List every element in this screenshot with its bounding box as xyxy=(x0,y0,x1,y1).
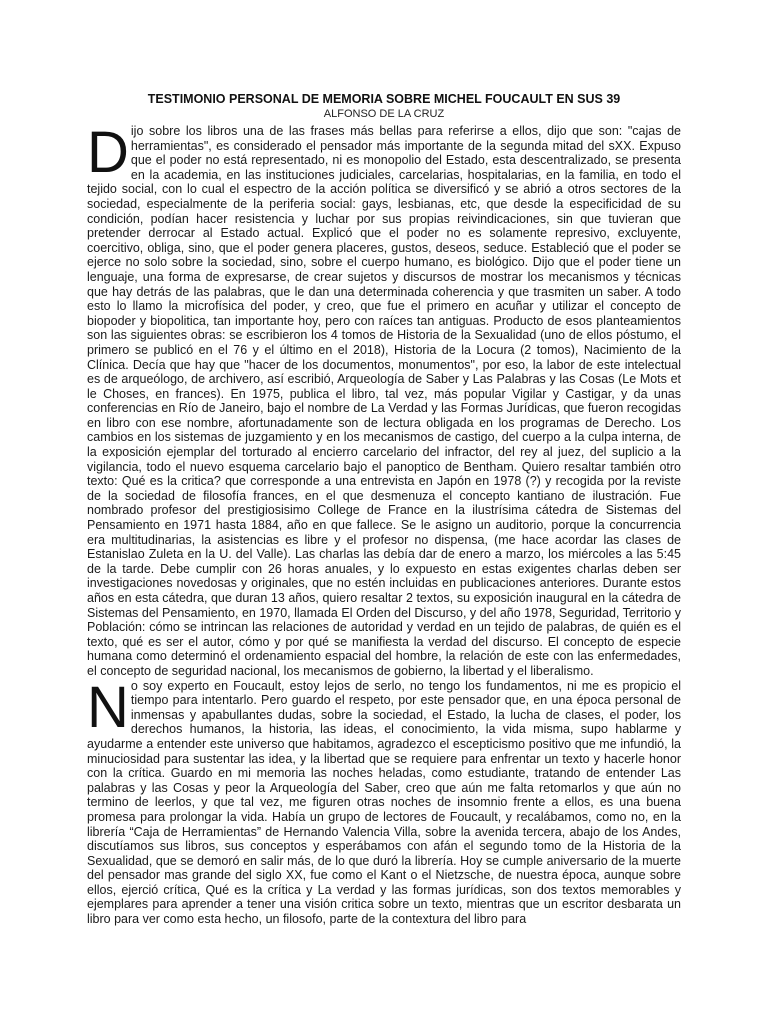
paragraph-2-text: o soy experto en Foucault, estoy lejos de serlo, no tengo los fundamentos, ni me es propicio el tiempo para intentarlo. Pero guardo el respeto, por este pensador que, en una época personal de inmensas y apabullantes dudas, sobre la sociedad, el Estado, la lucha de clases, el poder, los derechos humanos, la historia, las ideas, el conocimiento, la vida misma, supo hablarme y ayudarme a entender este universo que habitamos, agradezco el escepticismo positivo que me infundió, la minuciosidad para sustentar las idea, y la libertad que se requiere para enfrentar un texto y hacerle honor con la crítica. Guardo en mi memoria las noches heladas, como estudiante, tratando de entender Las palabras y las Cosas y peor la Arqueología del Saber, creo que aún me falta retomarlos y que aún no termino de leerlos, y que tal vez, me figuren otras noches de insomnio frente a ellos, es una buena promesa para prolongar la vida. Había un grupo de lectores de Foucault, y recalábamos, como no, en la librería “Caja de Herramientas” de Hernando Valencia Villa, sobre la avenida tercera, abajo de los Andes, discutíamos sus libros, sus conceptos y esperábamos con afán el segundo tomo de la Historia de la Sexualidad, que se demoró en salir más, de lo que duró la librería. Hoy se cumple aniversario de la muerte del pensador mas grande del siglo XX, fue como el Kant o el Nietzsche, de nuestra época, aunque sobre ellos, ejerció crítica, Qué es la crítica y La verdad y las formas jurídicas, son dos textos memorables y ejemplares para aprender a tener una visión critica sobre un texto, mientras que un escritor desbarata un libro para ver como esta hecho, un filosofo, parte de la contextura del libro para xyxy=(87,678,681,927)
dropcap-1: D xyxy=(87,120,129,185)
paragraph-2 xyxy=(87,674,681,927)
document-author: ALFONSO DE LA CRUZ xyxy=(323,108,445,120)
document-title: TESTIMONIO PERSONAL DE MEMORIA SOBRE MICHEL FOUCAULT EN SUS 39 xyxy=(147,92,621,106)
document-body xyxy=(87,120,681,927)
dropcap-2: N xyxy=(87,674,129,740)
paragraph-1 xyxy=(87,120,681,679)
paragraph-1-text: ijo sobre los libros una de las frases más bellas para referirse a ellos, dijo que son: "cajas de herramientas", es considerado el pensador más importante de la segunda mitad del sXX. Expuso que el poder no está representado, ni es monopolio del Estado, esta descentralizado, se presenta en la academia, en las instituciones judiciales, carcelarias, hospitalarias, en la familia, en todo el tejido social, con lo cual el espectro de la acción política se diversificó y se abrió a otros sectores de la sociedad, especialmente de la periferia social: gays, lesbianas, etc, que desde la especificidad de su condición, podían hacer resistencia y luchar por sus propias reivindicaciones, sin que tuvieran que pretender derrocar al Estado actual. Explicó que el poder no es solamente represivo, excluyente, coercitivo, obliga, sino, que el poder genera placeres, gustos, deseos, seduce. Estableció que el poder se ejerce no solo sobre la sociedad, sino, sobre el cuerpo humano, es biológico. Dijo que el poder tiene un lenguaje, una forma de expresarse, de crear sujetos y discursos de mostrar los mecanismos y técnicas que hay detrás de las palabras, que le dan una determinada coherencia y que trasmiten un saber. A todo esto lo llamo la microfísica del poder, y creo, que fue el primero en acuñar y utilizar el concepto de biopoder y biopolitica, tan importante hoy, pero con raíces tan antiguas. Producto de esos planteamientos son las siguientes obras: se escribieron los 4 tomos de Historia de la Sexualidad (uno de ellos póstumo, el primero se publicó en el 76 y el último en el 2018), Historia de la Locura (2 tomos), Nacimiento de la Clínica. Decía que hay que "hacer de los documentos, monumentos", por eso, la labor de este intelectual es de arqueólogo, de archivero, así escribió, Arqueología de Saber y Las Palabras y las Cosas (Le Mots et le Choses, en frances). En 1975, publica el libro, tal vez, más popular Vigilar y Castigar, y da unas conferencias en Río de Janeiro, bajo el nombre de La Verdad y las Formas Jurídicas, que fueron recogidas en libro con ese nombre, afortunadamente son de lectura obligada en los programas de Derecho. Los cambios en los sistemas de juzgamiento y en los mecanismos de castigo, del cuerpo a la culpa interna, de la exposición ejemplar del torturado al encierro carcelario del infractor, del rey al juez, del suplicio a la vigilancia, todo el nuevo esquema carcelario bajo el panoptico de Bentham. Quiero resaltar también otro texto: Qué es la critica? que corresponde a una entrevista en Japón en 1978 (?) y recogida por la reviste de la sociedad de filosofía frances, en el que desmenuza el concepto kantiano de ilustración. Fue nombrado profesor del prestigiosisimo College de France en la ilustrísima cátedra de Sistemas del Pensamiento en 1971 hasta 1884, año en que fallece. Se le asigno un auditorio, porque la concurrencia era multitudinarias, la asistencias es libre y el profesor no dispensa, (me hace acordar las clases de Estanislao Zuleta en la U. del Valle). Las charlas las debía dar de enero a marzo, los miércoles a las 5:45 de la tarde. Debe cumplir con 26 horas anuales, y lo expuesto en estas exigentes charlas deben ser investigaciones novedosas y originales, que no estén incluidas en publicaciones anteriores. Durante estos años en esta cátedra, que duran 13 años, quiero resaltar 2 textos, su exposición inaugural en la cátedra de Sistemas del Pensamiento, en 1970, llamada El Orden del Discurso, y del año 1978, Seguridad, Territorio y Población: cómo se intrincan las relaciones de autoridad y verdad en un tejido de palabras, de quién es el texto, qué es ser el autor, cómo y por qué se manifiesta la verdad del discurso. El concepto de especie humana como determinó el ordenamiento espacial del hombre, la relación de este con las enfermedades, el concepto de seguridad nacional, los mecanismos de gobierno, la libertad y el liberalismo. xyxy=(87,124,681,678)
